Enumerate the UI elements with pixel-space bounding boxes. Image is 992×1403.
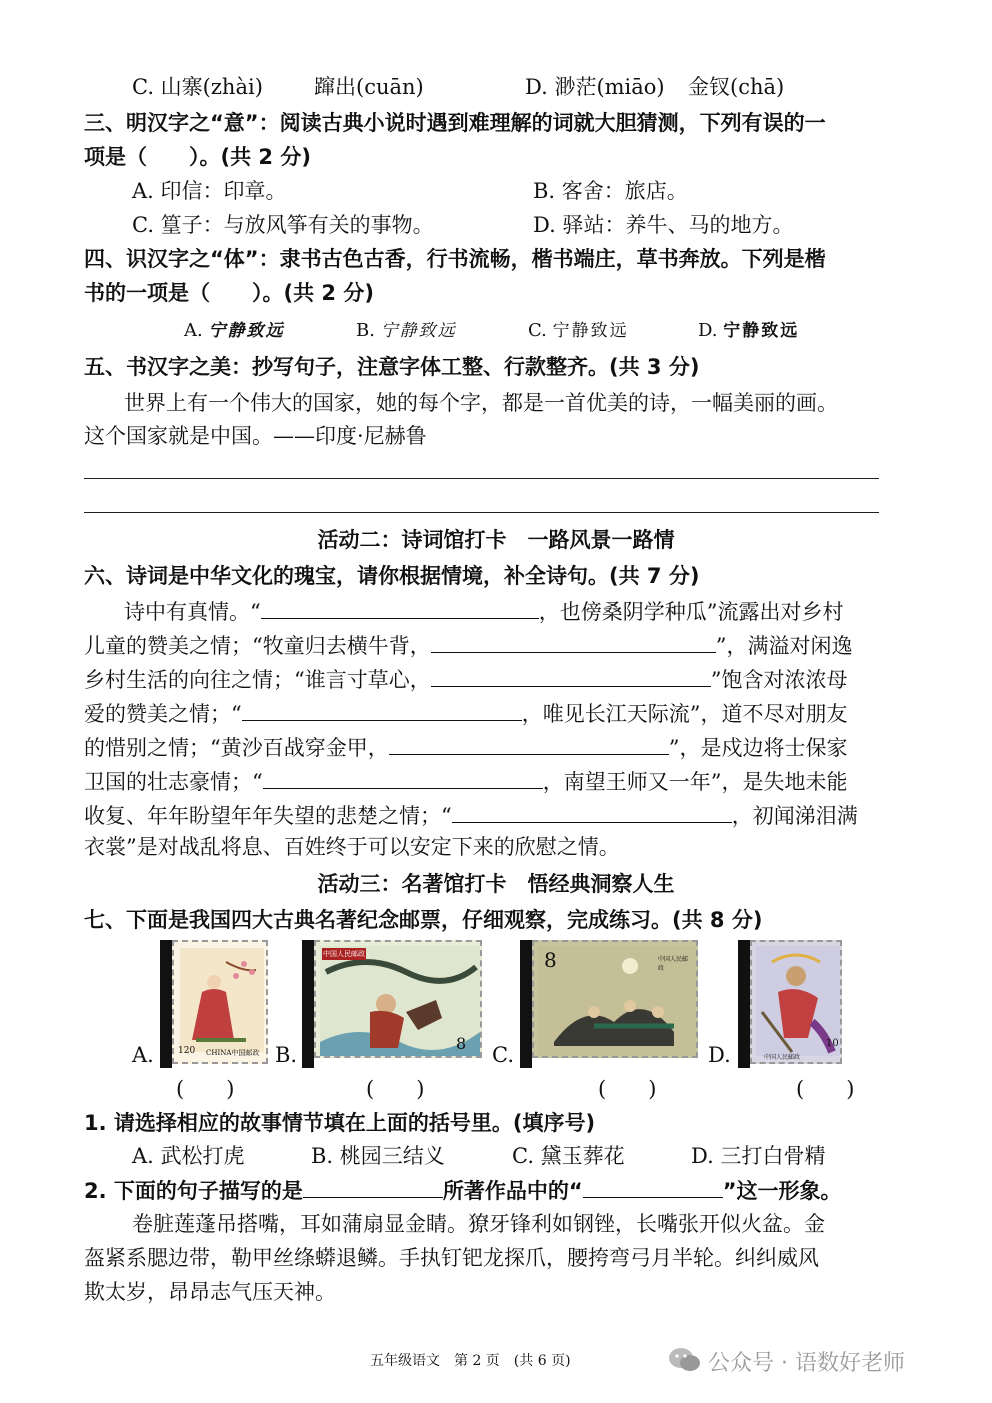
q3-option-c: C. 篁子：与放风筝有关的事物。 [132, 213, 434, 237]
stamp-a-caption: CHINA中国邮政 [206, 1049, 260, 1057]
stamp-c-answer[interactable]: ( ) [598, 1077, 657, 1101]
q6-line1 [124, 596, 844, 627]
stamp-b-image [314, 940, 482, 1058]
q5-text-line2: 这个国家就是中国。——印度·尼赫鲁 [84, 424, 427, 448]
q7-1-title: 1. 请选择相应的故事情节填在上面的括号里。(填序号) [84, 1111, 596, 1135]
q2-option-d2: 金钗(chā) [688, 75, 785, 99]
q4-option-b-text: 宁静致远 [380, 321, 457, 341]
q6-line7-b: ，初闻涕泪满 [731, 804, 858, 828]
stamp-c-value: 8 [544, 948, 557, 972]
q6-line7-a: 收复、年年盼望年年失望的悲楚之情；“ [84, 804, 452, 828]
stamp-b-caption: 中国人民邮政 [323, 950, 365, 958]
stamp-b-letter: B. [275, 1043, 298, 1067]
q4-option-c-letter: C. [528, 320, 547, 341]
q4-option-c [528, 316, 629, 341]
q7-1-option-c: C. 黛玉葬花 [512, 1144, 625, 1168]
q4-option-d-letter: D. [698, 320, 718, 341]
q6-blank-7[interactable] [452, 800, 732, 823]
stamp-a-answer[interactable]: ( ) [176, 1077, 235, 1101]
q4-option-a-letter: A. [184, 320, 203, 341]
q5-text-line1: 世界上有一个伟大的国家，她的每个字，都是一首优美的诗，一幅美丽的画。 [124, 391, 838, 415]
q4-option-d-text: 宁静致远 [723, 321, 800, 341]
q6-line4-a: 爱的赞美之情；“ [84, 702, 242, 726]
stamp-b-answer[interactable]: ( ) [366, 1077, 425, 1101]
stamp-a-mount [160, 940, 172, 1068]
q6-blank-4[interactable] [242, 698, 522, 721]
q4-option-b-letter: B. [356, 320, 375, 341]
q7-1-option-d: D. 三打白骨精 [691, 1144, 826, 1168]
activity2-heading: 活动二：诗词馆打卡 一路风景一路情 [317, 528, 675, 552]
q2-option-c2: 蹿出(cuān) [314, 75, 424, 99]
stamp-a-image [172, 940, 268, 1064]
passage-line2: 盔紧系腮边带，勒甲丝绦蟒退鳞。手执钉钯龙探爪，腰挎弯弓月半轮。纠纠威风 [84, 1246, 819, 1270]
q3-title-line2: 项是（ ）。(共 2 分) [84, 145, 311, 169]
q7-2-text-a: 2. 下面的句子描写的是 [84, 1179, 303, 1203]
q6-line8: 衣裳”是对战乱将息、百姓终于可以安定下来的欣慰之情。 [84, 835, 620, 859]
stamp-b-mount [302, 940, 314, 1068]
stamp-d-answer[interactable]: ( ) [796, 1077, 855, 1101]
q6-line2 [84, 630, 852, 661]
stamp-c-caption: 中国人民邮政 [658, 956, 689, 972]
q4-option-a-text: 宁静致远 [208, 321, 285, 341]
stamp-c-image [532, 940, 698, 1058]
stamp-d-mount [738, 940, 750, 1068]
q7-1-option-b: B. 桃园三结义 [311, 1144, 445, 1168]
q4-title-line2: 书的一项是（ ）。(共 2 分) [84, 281, 374, 305]
stamp-a-letter: A. [132, 1043, 154, 1067]
q7-2-blank-author[interactable] [303, 1175, 443, 1198]
q6-blank-1[interactable] [261, 596, 539, 619]
q3-title-line1: 三、明汉字之“意”：阅读古典小说时遇到难理解的词就大胆猜测，下列有误的一 [84, 111, 826, 135]
q4-title-line1: 四、识汉字之“体”：隶书古色古香，行书流畅，楷书端庄，草书奔放。下列是楷 [84, 247, 826, 271]
passage-line1: 卷脏莲蓬吊搭嘴，耳如蒲扇显金睛。獠牙锋利如钢锉，长嘴张开似火盆。金 [132, 1212, 825, 1236]
writing-line-1[interactable] [84, 478, 879, 479]
q7-title: 七、下面是我国四大古典名著纪念邮票，仔细观察，完成练习。(共 8 分) [84, 908, 763, 932]
q6-blank-3[interactable] [431, 664, 711, 687]
q2-option-d: D. 渺茫(miāo) [525, 75, 665, 99]
q7-2-blank-character[interactable] [583, 1175, 723, 1198]
activity3-heading: 活动三：名著馆打卡 悟经典洞察人生 [317, 872, 675, 896]
q4-option-a [184, 316, 284, 341]
q6-line7 [84, 800, 858, 831]
page-footer: 五年级语文 第 2 页 (共 6 页) [370, 1353, 571, 1369]
q6-line6-b: ，南望王师又一年”，是失地未能 [542, 770, 848, 794]
q6-line4 [84, 698, 848, 729]
q2-option-c: C. 山寨(zhài) [132, 75, 263, 99]
stamp-d-value: 10 [826, 1038, 839, 1049]
q6-line2-a: 儿童的赞美之情；“牧童归去横牛背， [84, 634, 431, 658]
q6-blank-5[interactable] [389, 732, 669, 755]
q6-line1-a: 诗中有真情。“ [124, 600, 261, 624]
q6-blank-6[interactable] [263, 766, 543, 789]
q6-line6 [84, 766, 848, 797]
q7-1-option-a: A. 武松打虎 [132, 1144, 245, 1168]
q6-line3-a: 乡村生活的向往之情；“谁言寸草心， [84, 668, 431, 692]
stamp-b-value: 8 [456, 1034, 467, 1053]
q6-line5 [84, 732, 848, 763]
q7-2-question [84, 1175, 842, 1206]
q5-title: 五、书汉字之美：抄写句子，注意字体工整、行款整齐。(共 3 分) [84, 355, 700, 379]
q6-blank-2[interactable] [431, 630, 716, 653]
q6-line5-a: 的惜别之情；“黄沙百战穿金甲， [84, 736, 389, 760]
wechat-icon [668, 1346, 702, 1374]
q3-option-a: A. 印信：印章。 [132, 179, 287, 203]
q6-line3-b: ”饱含对浓浓母 [710, 668, 848, 692]
stamp-d-letter: D. [708, 1043, 731, 1067]
passage-line3: 欺太岁，昂昂志气压天神。 [84, 1280, 336, 1304]
stamp-c-letter: C. [492, 1043, 514, 1067]
watermark: 公众号 · 语数好老师 [708, 1351, 905, 1376]
stamp-c-mount [520, 940, 532, 1068]
q4-option-d [698, 316, 799, 341]
stamp-d-image [750, 940, 842, 1064]
q4-option-b [356, 316, 457, 341]
q3-option-b: B. 客舍：旅店。 [533, 179, 688, 203]
q6-title: 六、诗词是中华文化的瑰宝，请你根据情境，补全诗句。(共 7 分) [84, 564, 700, 588]
q6-line4-b: ，唯见长江天际流”，道不尽对朋友 [521, 702, 848, 726]
q6-line1-b: ，也傍桑阴学种瓜”流露出对乡村 [538, 600, 844, 624]
stamp-a-value: 120 [178, 1046, 196, 1056]
stamp-d-caption: 中国人民邮政 [764, 1054, 801, 1061]
q4-option-c-text: 宁静致远 [552, 321, 629, 341]
q7-2-text-b: 所著作品中的“ [442, 1179, 583, 1203]
q6-line5-b: ”，是戍边将士保家 [668, 736, 848, 760]
q6-line2-b: ”，满溢对闲逸 [715, 634, 853, 658]
writing-line-2[interactable] [84, 512, 879, 513]
q3-option-d: D. 驿站：养牛、马的地方。 [533, 213, 794, 237]
q6-line6-a: 卫国的壮志豪情；“ [84, 770, 263, 794]
q7-2-text-c: ”这一形象。 [722, 1179, 842, 1203]
q6-line3 [84, 664, 847, 695]
